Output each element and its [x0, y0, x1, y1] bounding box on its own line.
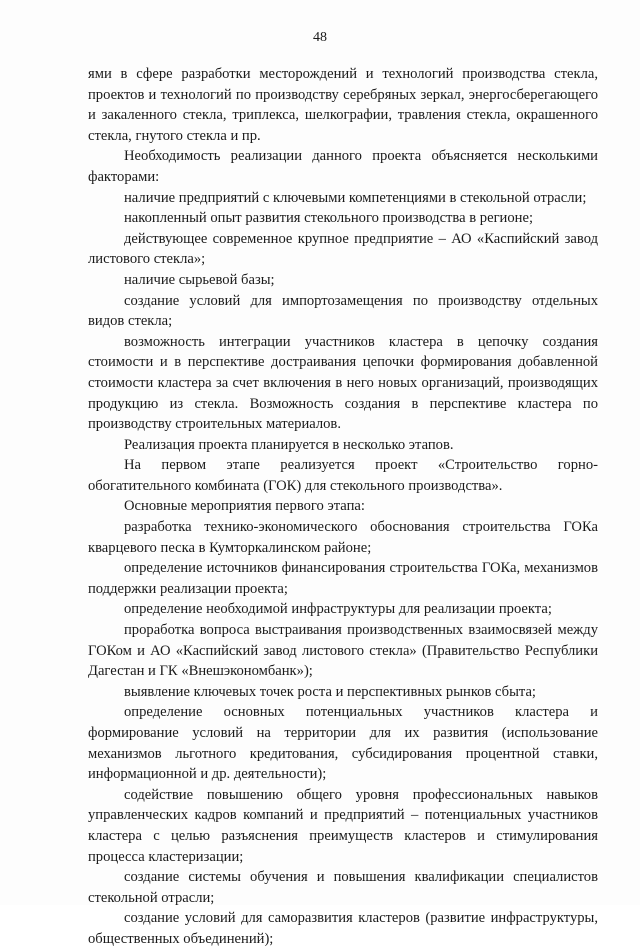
paragraph: накопленный опыт развития стекольного производства в регионе;: [124, 210, 534, 227]
paragraph: определение необходимой инфраструктуры для реализации проекта;: [124, 601, 552, 618]
paragraph: возможность интеграции участников кластера в цепочку создания стоимости и в перспективе достраивания цепочки формирования добавленной стоимости кластера за счет включения в него новых организаций, производящих продукцию из стекла. Возможность создания в перспективе кластера по производству строительных материалов.: [88, 333, 598, 433]
paragraph: создание условий для импортозамещения по производству отдельных видов стекла;: [88, 292, 598, 330]
paragraph: создание условий для саморазвития кластеров (развитие инфраструктуры, общественных объединений);: [88, 910, 598, 947]
paragraph: создание системы обучения и повышения квалификации специалистов стекольной отрасли;: [88, 869, 598, 906]
paragraph: действующее современное крупное предприятие – АО «Каспийский завод листового стекла»;: [88, 230, 598, 268]
paragraph: Необходимость реализации данного проекта объясняется несколькими факторами:: [88, 148, 598, 185]
paragraph: наличие предприятий с ключевыми компетенциями в стекольной отрасли;: [124, 189, 587, 206]
paragraph: наличие сырьевой базы;: [124, 271, 275, 288]
paragraph: определение основных потенциальных участников кластера и формирование условий на территории для их развития (использование механизмов льготного кредитования, субсидирования процентной ставки, информационной и др. деятельности);: [88, 704, 598, 783]
paragraph: определение источников финансирования строительства ГОКа, механизмов поддержки реализации проекта;: [88, 560, 598, 597]
document-body: [88, 64, 598, 950]
paragraph: разработка технико-экономического обоснования строительства ГОКа кварцевого песка в Кумторкалинском районе;: [88, 519, 598, 556]
page-number: 48: [313, 30, 327, 45]
paragraph: выявление ключевых точек роста и перспективных рынков сбыта;: [124, 683, 536, 700]
paragraph: Основные мероприятия первого этапа:: [124, 498, 365, 515]
paragraph: На первом этапе реализуется проект «Строительство горно-обогатительного комбината (ГОК) для стекольного производства».: [88, 457, 598, 494]
paragraph: Реализация проекта планируется в несколько этапов.: [124, 436, 454, 453]
paragraph: ями в сфере разработки месторождений и технологий производства стекла, проектов и технологий по производству серебряных зеркал, энергосберегающего и закаленного стекла, триплекса, шелкографии, травления стекла, окрашенного стекла, гнутого стекла и пр.: [88, 66, 598, 144]
paragraph: проработка вопроса выстраивания производственных взаимосвязей между ГОКом и АО «Каспийский завод листового стекла» (Правительство Республики Дагестан и ГК «Внешэкономбанк»);: [88, 622, 598, 680]
paragraph: содействие повышению общего уровня профессиональных навыков управленческих кадров компаний и предприятий – потенциальных участников кластера с целью разъяснения преимуществ кластеров и стимулирования процесса кластеризации;: [88, 786, 598, 865]
